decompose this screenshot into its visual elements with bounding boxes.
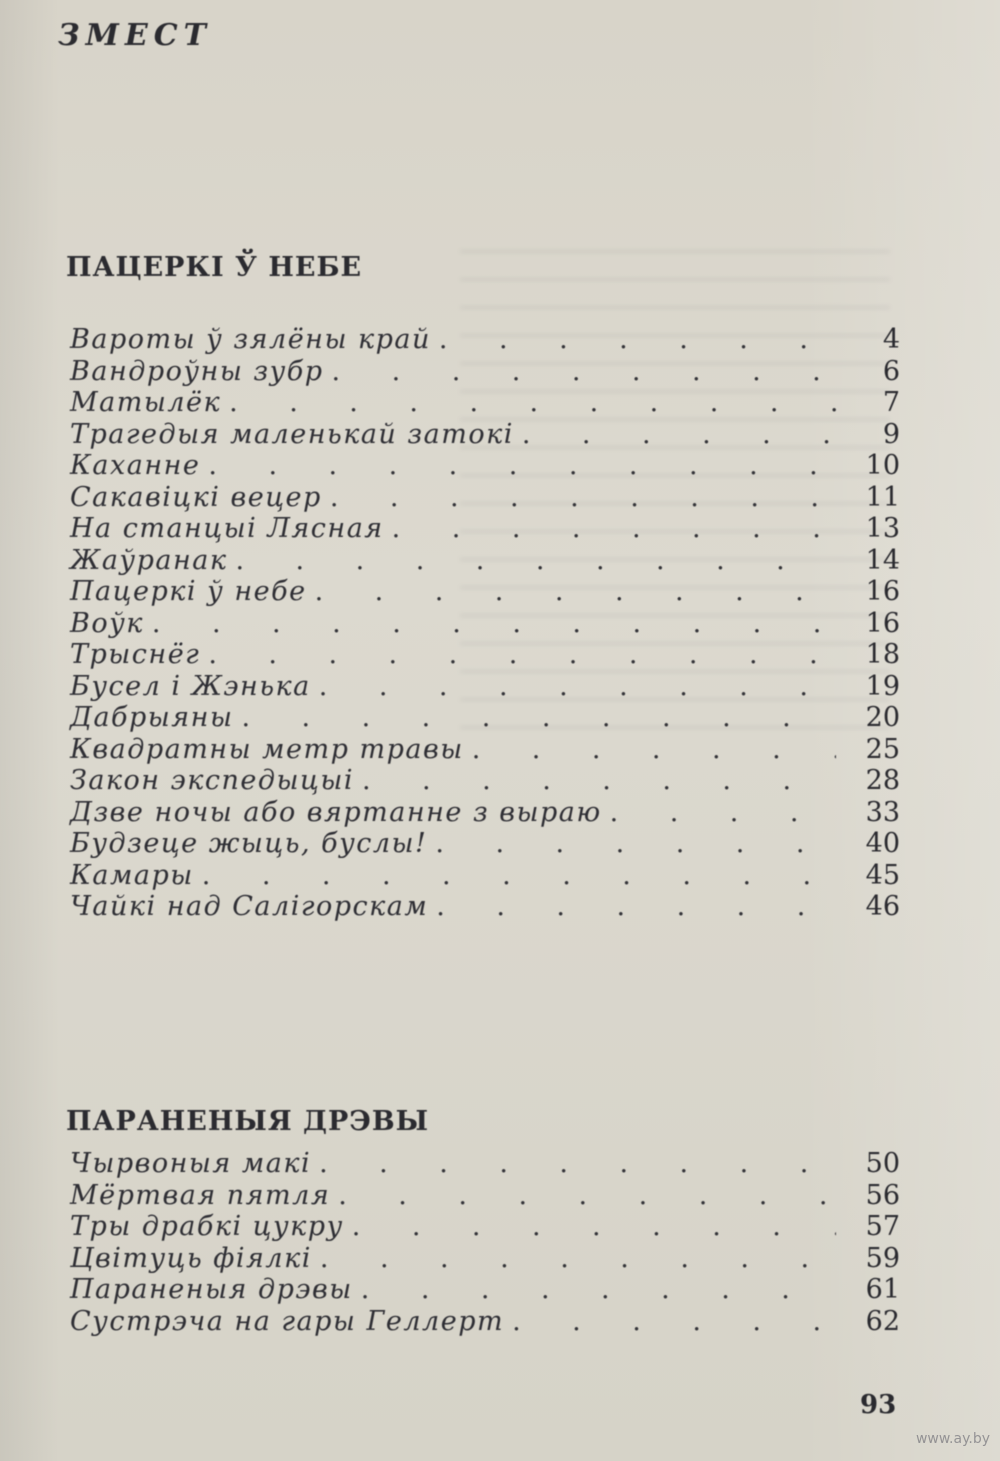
leader-dots [436,891,836,922]
leader-dots [229,387,836,418]
toc-entry[interactable] [70,891,900,923]
toc-list-section-1 [70,324,900,923]
leader-dots [320,1243,836,1274]
leader-dots [439,324,836,355]
toc-list-section-2 [70,1148,900,1337]
leader-dots [319,671,836,702]
toc-entry-title: Вароты ў зялёны край [70,324,431,355]
toc-entry-page: 59 [865,1242,900,1274]
leader-dots [208,639,836,670]
toc-entry[interactable] [70,482,900,514]
toc-entry[interactable] [70,1243,900,1275]
leader-dots [362,765,836,796]
toc-entry-page: 62 [865,1305,900,1337]
leader-dots [208,450,836,481]
leader-dots [152,608,836,639]
toc-entry[interactable] [70,1274,900,1306]
toc-entry-title: Воўк [70,607,144,639]
toc-entry-title: Цвітуць фіялкі [70,1242,312,1274]
leader-dots [330,482,836,513]
section-title-1: ПАЦЕРКІ Ў НЕБЕ [66,252,363,283]
toc-entry[interactable] [70,545,900,577]
toc-entry[interactable] [70,639,900,671]
toc-entry[interactable] [70,702,900,734]
toc-entry-title: Дабрыяны [70,702,234,733]
toc-entry-title: Будзеце жыць, буслы! [70,828,428,859]
page-number: 93 [860,1390,897,1420]
toc-entry-page: 18 [865,639,900,670]
toc-entry-page: 10 [865,450,900,481]
toc-entry[interactable] [70,860,900,892]
leader-dots [319,1148,836,1179]
toc-entry-page: 19 [865,670,900,702]
toc-entry-title: Чайкі над Салігорскам [70,891,429,922]
toc-entry-title: Закон экспедыцыі [70,765,354,796]
toc-entry-title: Пацеркі ў небе [70,576,307,607]
toc-entry-title: Бусел і Жэнька [70,670,311,702]
toc-entry-title: Трыснёг [70,639,201,670]
leader-dots [472,734,836,765]
toc-entry-page: 61 [865,1274,900,1305]
toc-entry[interactable] [70,450,900,482]
toc-entry[interactable] [70,1180,900,1212]
toc-entry-title: Тры драбкі цукру [70,1211,344,1242]
toc-entry-title: Дзве ночы або вяртанне з выраю [70,796,602,828]
leader-dots [202,860,836,891]
leader-dots [315,576,836,607]
toc-entry-page: 9 [882,418,900,450]
leader-dots [522,419,836,450]
toc-entry[interactable] [70,1148,900,1180]
leader-dots [241,702,836,733]
toc-entry-title: Каханне [70,450,201,481]
toc-entry-title: Матылёк [70,387,222,418]
leader-dots [512,1306,836,1337]
toc-entry[interactable] [70,387,900,419]
leader-dots [435,828,836,859]
toc-entry[interactable] [70,828,900,860]
toc-entry-page: 28 [865,765,900,796]
toc-entry[interactable] [70,576,900,608]
toc-entry-page: 40 [865,828,900,859]
toc-entry-title: Квадратны метр травы [70,733,464,765]
toc-entry-page: 20 [865,702,900,733]
toc-entry-title: Сакавіцкі вецер [70,481,322,513]
toc-entry[interactable] [70,1306,900,1338]
toc-entry-title: Параненыя дрэвы [70,1274,353,1305]
toc-entry[interactable] [70,734,900,766]
toc-entry-page: 57 [865,1211,900,1242]
leader-dots [610,797,836,828]
toc-entry[interactable] [70,765,900,797]
toc-entry[interactable] [70,797,900,829]
toc-entry[interactable] [70,356,900,388]
toc-entry-title: Камары [70,859,194,891]
toc-entry-page: 50 [865,1148,900,1179]
toc-entry-page: 14 [865,544,900,576]
watermark: www.ay.by [915,1431,990,1447]
toc-entry-page: 16 [865,607,900,639]
toc-entry-page: 45 [865,859,900,891]
leader-dots [338,1180,836,1211]
toc-entry-page: 13 [865,513,900,544]
toc-entry[interactable] [70,419,900,451]
toc-entry-title: На станцыі Лясная [70,513,384,544]
toc-entry-page: 25 [865,733,900,765]
toc-entry[interactable] [70,513,900,545]
toc-entry-title: Трагедыя маленькай затокі [70,418,514,450]
leader-dots [352,1211,836,1242]
toc-entry[interactable] [70,608,900,640]
toc-entry-page: 33 [865,796,900,828]
page-heading: ЗМЕСТ [58,18,212,53]
toc-entry-page: 46 [865,891,900,922]
section-title-2: ПАРАНЕНЫЯ ДРЭВЫ [66,1106,430,1137]
leader-dots [392,513,836,544]
toc-entry[interactable] [70,324,900,356]
leader-dots [235,545,836,576]
toc-entry-title: Вандроўны зубр [70,355,324,387]
toc-entry-page: 7 [882,387,900,418]
toc-entry-page: 6 [882,355,900,387]
leader-dots [361,1274,836,1305]
toc-entry-page: 16 [865,576,900,607]
toc-entry-page: 11 [865,481,900,513]
toc-entry[interactable] [70,1211,900,1243]
toc-entry-title: Мёртвая пятля [70,1179,331,1211]
toc-entry-title: Сустрэча на гары Геллерт [70,1305,505,1337]
toc-entry-page: 56 [865,1179,900,1211]
leader-dots [332,356,836,387]
toc-entry-page: 4 [882,324,900,355]
toc-entry-title: Жаўранак [70,544,228,576]
toc-entry-title: Чырвоныя макі [70,1148,312,1179]
toc-entry[interactable] [70,671,900,703]
